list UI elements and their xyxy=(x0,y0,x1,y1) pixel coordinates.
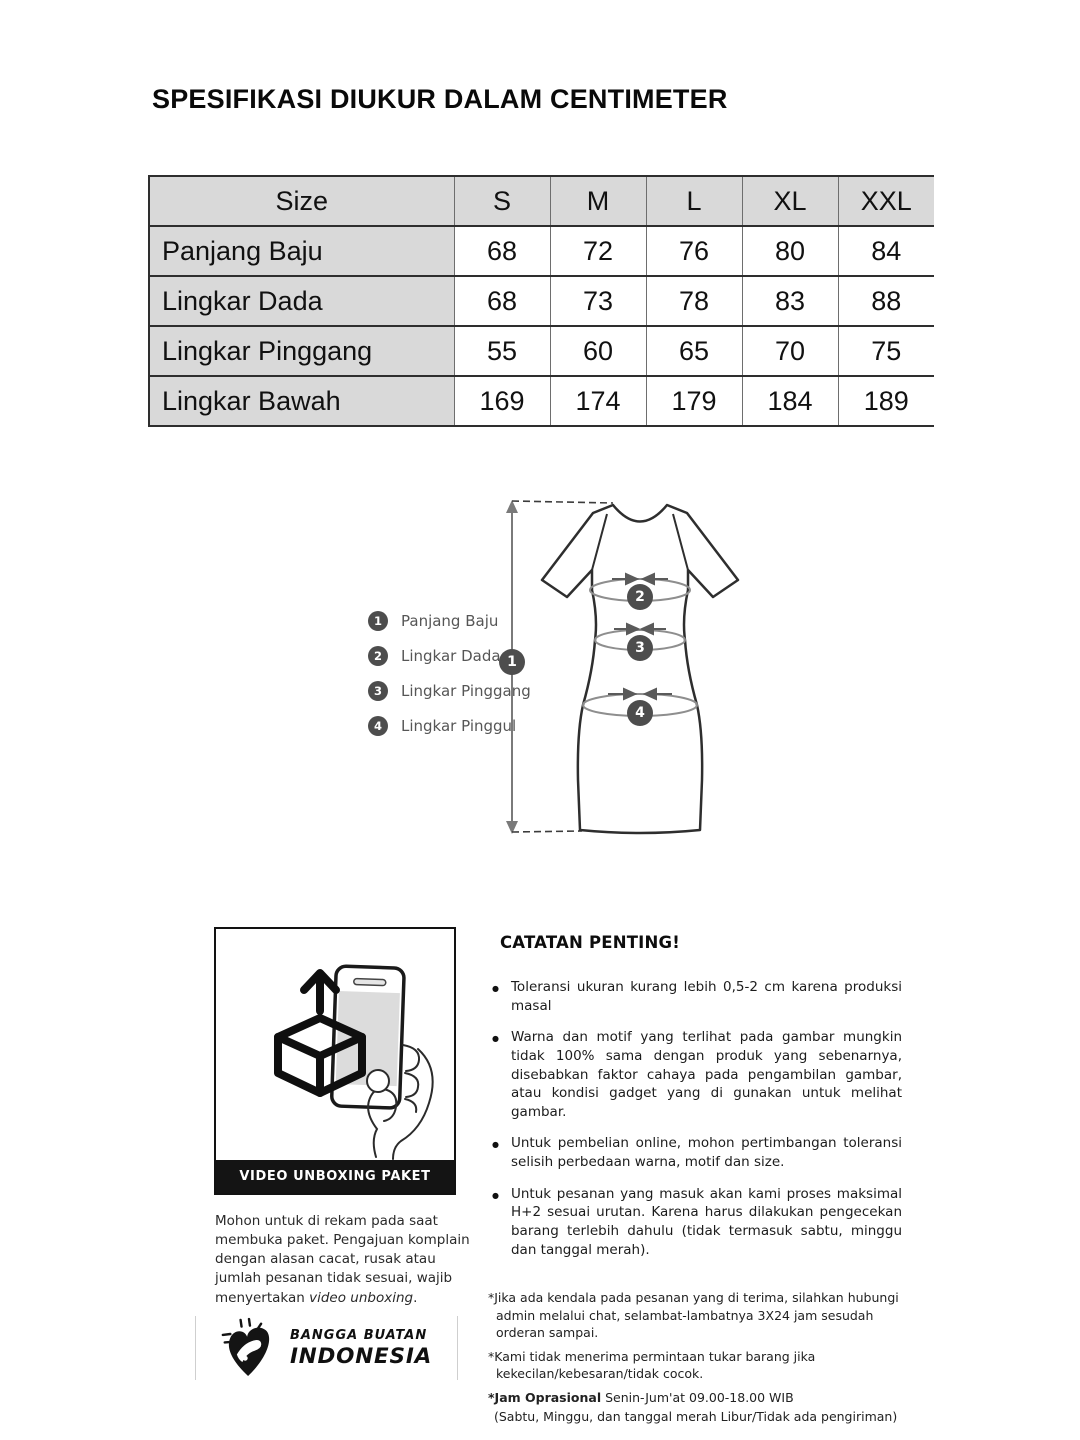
note-bullet xyxy=(488,1028,902,1121)
legend-item-lingkar-pinggul xyxy=(368,716,531,736)
important-notes-section xyxy=(488,933,902,1432)
row-label: Lingkar Bawah xyxy=(149,376,454,426)
notes-heading: CATATAN PENTING! xyxy=(500,933,681,952)
table-row xyxy=(149,326,934,376)
table-cell: 68 xyxy=(454,226,550,276)
table-cell: 84 xyxy=(871,235,902,266)
table-cell: 174 xyxy=(550,376,646,426)
brand-wordmark xyxy=(290,1328,432,1369)
arrow-up-icon xyxy=(304,973,336,1011)
table-cell: 76 xyxy=(646,226,742,276)
footnote-holiday: (Sabtu, Minggu, dan tanggal merah Libur/Tidak ada pengiriman) xyxy=(494,1409,898,1425)
table-cell: 88 xyxy=(871,285,902,316)
table-header-row xyxy=(149,176,934,226)
table-cell: 83 xyxy=(742,276,838,326)
footnote-hours-label: *Jam Oprasional xyxy=(488,1389,602,1405)
legend-item-lingkar-dada xyxy=(368,646,531,666)
unboxing-note-period: . xyxy=(413,1289,418,1306)
table-cell: 80 xyxy=(742,226,838,276)
header-xxl: XXL xyxy=(838,176,934,226)
table-cell: 184 xyxy=(742,376,838,426)
legend-item-lingkar-pinggang xyxy=(368,681,531,701)
note-bullet-text: ● Untuk pembelian online, mohon pertimbangan toleransi selisih perbedaan warna, motif dan size. xyxy=(510,1135,902,1170)
table-row xyxy=(149,226,934,276)
note-bullet xyxy=(488,1134,902,1171)
unboxing-note-text: Mohon untuk di rekam pada saat membuka paket. Pengajuan komplain dengan alasan cacat, rusak atau jumlah pesanan tidak sesuai, wajib menyertakan xyxy=(215,1213,470,1306)
brand-line1: BANGGA BUATAN xyxy=(289,1327,428,1343)
table-cell: 55 xyxy=(454,326,550,376)
table-cell: 73 xyxy=(550,276,646,326)
footnote-hours xyxy=(488,1389,902,1407)
table-cell: 72 xyxy=(550,226,646,276)
legend-label: Lingkar Dada xyxy=(401,647,501,665)
legend-item-panjang-baju xyxy=(368,611,531,631)
legend-label: Lingkar Pinggang xyxy=(401,682,531,700)
unboxing-note xyxy=(215,1212,477,1308)
legend-number-badge: 2 xyxy=(368,646,388,666)
legend-label: Lingkar Pinggul xyxy=(401,717,517,735)
bangga-buatan-indonesia-logo xyxy=(221,1316,277,1380)
legend-number-badge: 1 xyxy=(368,611,388,631)
measure-marker-1: 1 xyxy=(499,649,525,675)
table-cell: 78 xyxy=(646,276,742,326)
note-bullet xyxy=(488,978,902,1015)
legend-number-badge: 4 xyxy=(368,716,388,736)
row-label: Panjang Baju xyxy=(149,226,454,276)
header-xl: XL xyxy=(742,176,838,226)
table-row xyxy=(149,276,934,326)
unboxing-caption-bar: VIDEO UNBOXING PAKET xyxy=(216,1160,454,1193)
table-cell: 60 xyxy=(550,326,646,376)
table-cell: 189 xyxy=(863,385,909,416)
table-cell: 75 xyxy=(871,335,902,366)
row-label: Lingkar Pinggang xyxy=(149,326,454,376)
header-size: Size xyxy=(149,176,454,226)
footnote-exchange: *Kami tidak menerima permintaan tukar barang jika kekecilan/kebesaran/tidak cocok. xyxy=(488,1348,816,1382)
table-cell: 68 xyxy=(454,276,550,326)
table-row xyxy=(149,376,934,426)
measure-marker-3: 3 xyxy=(627,635,653,661)
row-label: Lingkar Dada xyxy=(149,276,454,326)
table-cell: 70 xyxy=(742,326,838,376)
note-bullet-text: ● Toleransi ukuran kurang lebih 0,5-2 cm karena produksi masal xyxy=(510,979,902,1014)
footnote-hours-value: Senin-Jum'at 09.00-18.00 WIB xyxy=(601,1389,794,1405)
measurement-legend xyxy=(368,611,531,751)
note-bullet-text: ● Warna dan motif yang terlihat pada gambar mungkin tidak 100% sama dengan produk yang sebenarnya, disebabkan faktor cahaya pada pengambilan gambar, atau kondisi gadget yang di gunakan untuk melihat gambar. xyxy=(510,1029,902,1120)
page-title: SPESIFIKASI DIUKUR DALAM CENTIMETER xyxy=(152,84,728,114)
video-unboxing-box xyxy=(214,927,456,1195)
footnote-complaint: *Jika ada kendala pada pesanan yang di terima, silahkan hubungi admin melalui chat, selambat-lambatnya 3X24 jam sesudah orderan sampai. xyxy=(488,1290,899,1341)
header-l: L xyxy=(646,176,742,226)
brand-line2: INDONESIA xyxy=(289,1343,433,1369)
measure-marker-4: 4 xyxy=(627,700,653,726)
table-cell: 65 xyxy=(646,326,742,376)
legend-label: Panjang Baju xyxy=(401,612,499,630)
note-bullet xyxy=(488,1185,902,1260)
measurement-diagram xyxy=(360,480,800,880)
legend-number-badge: 3 xyxy=(368,681,388,701)
measure-marker-2: 2 xyxy=(627,584,653,610)
bangga-buatan-indonesia-badge xyxy=(195,1316,458,1380)
footnotes xyxy=(488,1289,902,1426)
table-cell: 179 xyxy=(646,376,742,426)
note-bullet-text: ● Untuk pesanan yang masuk akan kami proses maksimal H+2 sesuai urutan. Karena harus dilakukan pengecekan barang terlebih dahulu (tidak termasuk sabtu, minggu dan tanggal merah). xyxy=(510,1185,902,1258)
notes-bullet-list xyxy=(488,978,902,1259)
size-chart-table xyxy=(148,175,934,427)
unboxing-note-italic: video unboxing xyxy=(309,1289,414,1306)
header-s: S xyxy=(454,176,550,226)
unboxing-illustration xyxy=(216,931,453,1161)
table-cell: 169 xyxy=(454,376,550,426)
header-m: M xyxy=(550,176,646,226)
